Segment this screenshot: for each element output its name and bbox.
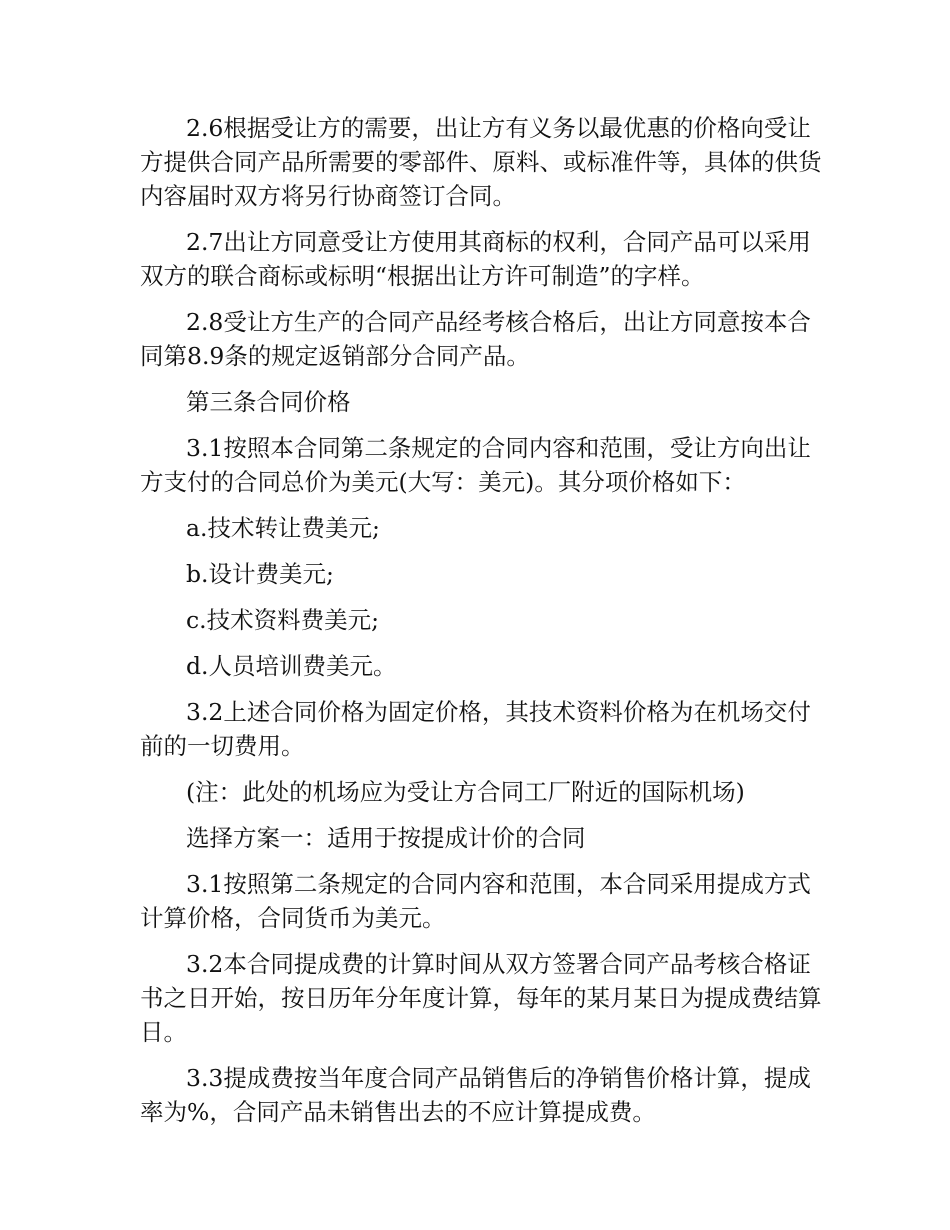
paragraph-2-7: 2.7出让方同意受让方使用其商标的权利，合同产品可以采用双方的联合商标或标明“根据出让方许可制造”的字样。	[140, 228, 811, 290]
option-paragraph-3-2: 3.2本合同提成费的计算时间从双方签署合同产品考核合格证书之日开始，按日历年分年度计算，每年的某月某日为提成费结算日。	[140, 950, 822, 1046]
list-item-d: d.人员培训费美元。	[186, 652, 397, 680]
paragraph-2-6: 2.6根据受让方的需要，出让方有义务以最优惠的价格向受让方提供合同产品所需要的零部件、原料、或标准件等，具体的供货内容届时双方将另行协商签订合同。	[140, 114, 822, 210]
list-item-c: c.技术资料费美元;	[186, 606, 380, 634]
option-paragraph-3-1: 3.1按照第二条规定的合同内容和范围，本合同采用提成方式计算价格，合同货币为美元。	[140, 870, 811, 932]
section-heading-contract-price: 第三条合同价格	[186, 388, 351, 416]
note-paragraph: (注：此处的机场应为受让方合同工厂附近的国际机场)	[186, 778, 745, 806]
paragraph-3-1: 3.1按照本合同第二条规定的合同内容和范围，受让方向出让方支付的合同总价为美元(大写：美元)。其分项价格如下：	[140, 434, 811, 496]
option-one-heading: 选择方案一：适用于按提成计价的合同	[186, 824, 586, 852]
list-item-a: a.技术转让费美元;	[186, 514, 380, 542]
list-item-b: b.设计费美元;	[186, 560, 334, 588]
paragraph-2-8: 2.8受让方生产的合同产品经考核合格后，出让方同意按本合同第8.9条的规定返销部分合同产品。	[140, 308, 811, 370]
paragraph-3-2: 3.2上述合同价格为固定价格，其技术资料价格为在机场交付前的一切费用。	[140, 698, 811, 760]
document-body	[140, 111, 830, 1141]
option-paragraph-3-3: 3.3提成费按当年度合同产品销售后的净销售价格计算，提成率为%，合同产品未销售出去的不应计算提成费。	[140, 1064, 811, 1126]
